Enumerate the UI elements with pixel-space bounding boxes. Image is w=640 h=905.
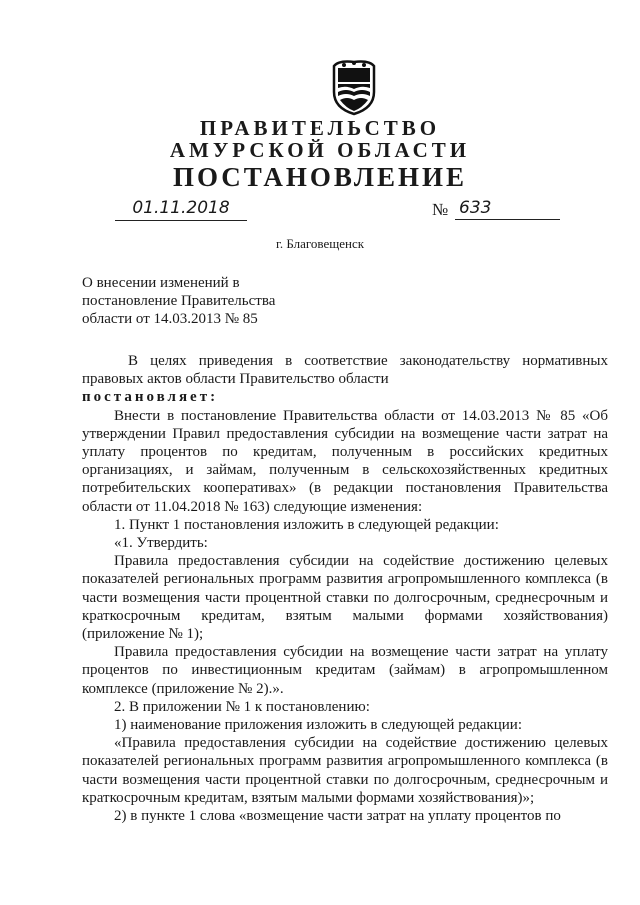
body-resolves-word: постановляет: (82, 389, 219, 406)
body-paragraph: Правила предоставления субсидии на содействие достижению целевых показателей региональных программ развития агропромышленного комплекса (в части возмещения части процентной ставки по долгосрочным, среднесрочным и краткосрочным кредитам, взятым малыми формами хозяйствования) (приложение № 1); (82, 553, 608, 643)
document-body (82, 352, 608, 825)
subject-line: области от 14.03.2013 № 85 (82, 311, 258, 327)
region-title: АМУРСКОЙ ОБЛАСТИ (169, 138, 471, 162)
government-title: ПРАВИТЕЛЬСТВО (199, 116, 441, 140)
city-name: г. Благовещенск (275, 236, 365, 251)
document-type-title: ПОСТАНОВЛЕНИЕ (172, 162, 468, 192)
body-paragraph: 2. В приложении № 1 к постановлению: (114, 698, 370, 715)
body-paragraph: 2) в пункте 1 слова «возмещение части затрат на уплату процентов по (114, 808, 561, 825)
document-date: 01.11.2018 (115, 198, 247, 221)
number-label: № (432, 200, 449, 219)
amur-region-coat-of-arms-icon (329, 58, 379, 116)
body-paragraph: Внести в постановление Правительства области от 14.03.2013 № 85 «Об утверждении Правил предоставления субсидии на возмещение части затрат на уплату процентов по кредитам, полученным в российских кредитных организациях, и займам, полученным в сельскохозяйственных кредитных потребительских кооперативах» (в редакции постановления Правительства области от 11.04.2018 № 163) следующие изменения: (82, 407, 608, 515)
subject-line: постановление Правительства (82, 293, 276, 309)
body-paragraph: 1) наименование приложения изложить в следующей редакции: (114, 717, 522, 734)
body-paragraph: «1. Утвердить: (114, 535, 208, 552)
body-paragraph: «Правила предоставления субсидии на содействие достижению целевых показателей региональных программ развития агропромышленного комплекса (в части возмещения части процентной ставки по долгосрочным, среднесрочным и краткосрочным кредитам, взятым малыми формами хозяйствования)»; (82, 735, 608, 806)
document-subject (82, 274, 275, 328)
body-paragraph: Правила предоставления субсидии на возмещение части затрат на уплату процентов по инвестиционным кредитам (займам) в агропромышленном комплексе (приложение № 2).». (82, 644, 608, 697)
body-paragraph: 1. Пункт 1 постановления изложить в следующей редакции: (114, 516, 499, 533)
subject-line: О внесении изменений в (82, 275, 240, 291)
body-paragraph-intro: В целях приведения в соответствие законодательству нормативных правовых актов области Правительство области (82, 353, 608, 388)
document-number: 633 (455, 198, 560, 220)
